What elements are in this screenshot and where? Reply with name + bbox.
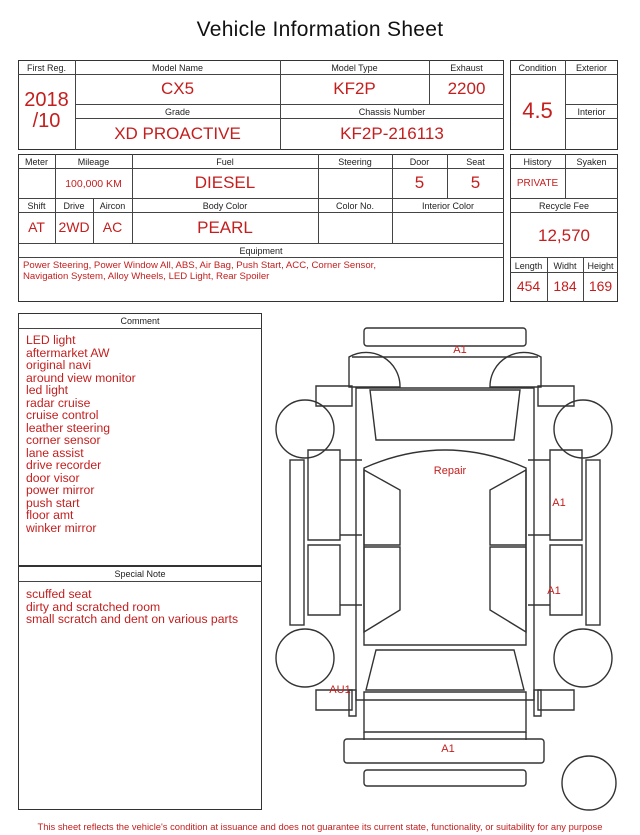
model-name-label: Model Name <box>151 63 204 73</box>
special-note-list <box>26 588 238 626</box>
comment-item: door visor <box>26 470 80 485</box>
right-front-window-part <box>490 470 526 545</box>
model-type-value: KF2P <box>333 79 376 98</box>
left-sill-part <box>290 460 304 625</box>
comment-item: radar cruise <box>26 395 91 410</box>
exterior-label: Exterior <box>575 63 607 73</box>
left-front-wheel-part <box>276 400 334 458</box>
left-rear-wheel-part <box>276 629 334 687</box>
model-type-label: Model Type <box>331 63 378 73</box>
comment-label: Comment <box>120 316 160 326</box>
comment-list <box>26 334 136 534</box>
comment-item: drive recorder <box>26 458 102 472</box>
special-note-item: scuffed seat <box>26 587 92 601</box>
comment-item: power mirror <box>26 483 95 497</box>
comment-item: LED light <box>26 333 76 347</box>
comment-item: aftermarket AW <box>26 345 110 360</box>
comment-item: winker mirror <box>26 520 97 535</box>
trunk-part <box>364 692 526 732</box>
comment-item: around view monitor <box>26 370 136 385</box>
first-reg-label: First Reg. <box>26 63 66 73</box>
grade-label: Grade <box>164 107 190 117</box>
special-note-label: Special Note <box>114 569 166 579</box>
body-color-value: PEARL <box>197 218 253 237</box>
left-rear-side-part <box>308 545 340 615</box>
door-value: 5 <box>414 173 425 192</box>
windshield-part <box>370 390 520 440</box>
right-rear-fender-part <box>534 690 541 716</box>
fuel-value: DIESEL <box>194 173 256 192</box>
fuel-label: Fuel <box>216 157 234 167</box>
special-note-item: dirty and scratched room <box>26 599 161 614</box>
color-no-label: Color No. <box>335 201 374 211</box>
special-note-item: small scratch and dent on various parts <box>26 612 239 627</box>
comment-item: original navi <box>26 358 92 372</box>
condition-value: 4.5 <box>522 98 553 123</box>
damage-mark-left-rear-quarter: AU1 <box>329 684 351 696</box>
comment-item: floor amt <box>26 508 74 522</box>
damage-mark-right-front-door: A1 <box>552 497 566 509</box>
comment-item: leather steering <box>26 420 111 435</box>
body-outline-part <box>356 388 534 700</box>
equipment-text: Power Steering, Power Window All, ABS, Air Bag, Push Start, ACC, Corner Sensor, Navigation System, Alloy Wheels, LED Light, Rear Spoiler <box>23 260 376 282</box>
syaken-label: Syaken <box>576 157 607 167</box>
rear-window-part <box>366 650 524 690</box>
spare-wheel-part <box>562 756 616 810</box>
exhaust-value: 2200 <box>447 79 486 98</box>
left-front-window-part <box>364 470 400 545</box>
comment-item: cruise control <box>26 408 99 422</box>
right-front-wheel-part <box>554 400 612 458</box>
right-rear-wheel-part <box>554 629 612 687</box>
rear-strip-part <box>364 770 526 786</box>
meter-label: Meter <box>24 157 48 167</box>
interior-color-label: Interior Color <box>421 201 475 211</box>
model-name-value: CX5 <box>160 79 195 98</box>
left-front-fender-part <box>349 352 400 387</box>
damage-mark-rear: A1 <box>441 743 455 755</box>
right-front-fender-part <box>490 352 541 387</box>
condition-label: Condition <box>518 63 557 73</box>
comment-item: led light <box>26 383 69 397</box>
left-rear-window-part <box>364 547 400 632</box>
left-mirror-part <box>316 386 352 406</box>
first-reg-month-value: /10 <box>32 110 61 132</box>
recycle-fee-value: 12,570 <box>538 226 590 245</box>
right-rear-side-part <box>550 545 582 615</box>
damage-mark-roof: Repair <box>433 465 467 477</box>
damage-mark-front: A1 <box>453 344 467 356</box>
recycle-fee-label: Recycle Fee <box>538 201 590 211</box>
sheet-title: Vehicle Information Sheet <box>196 18 444 41</box>
chassis-number-label: Chassis Number <box>358 107 426 117</box>
length-label: Length <box>514 261 543 271</box>
drive-value: 2WD <box>58 219 90 235</box>
width-value: 184 <box>553 278 577 294</box>
history-label: History <box>523 157 552 167</box>
exhaust-label: Exhaust <box>450 63 483 73</box>
history-value: PRIVATE <box>516 178 559 189</box>
right-front-side-part <box>550 450 582 540</box>
shift-label: Shift <box>27 201 46 211</box>
hood-part <box>352 357 538 387</box>
mileage-value: 100,000 KM <box>65 178 122 190</box>
length-value: 454 <box>516 278 541 294</box>
damage-mark-right-rear-door: A1 <box>547 585 561 597</box>
shift-value: AT <box>28 219 45 235</box>
aircon-label: Aircon <box>99 201 126 211</box>
drive-label: Drive <box>63 201 85 211</box>
roof-part <box>364 450 526 645</box>
right-rear-window-part <box>490 547 526 632</box>
height-value: 169 <box>588 278 613 294</box>
equipment-label: Equipment <box>239 246 283 256</box>
chassis-number-value: KF2P-216113 <box>340 124 444 143</box>
comment-item: lane assist <box>26 445 84 460</box>
right-mirror-part <box>538 386 574 406</box>
disclaimer-footer: This sheet reflects the vehicle's condition at issuance and does not guarantee its current state, functionality, or suitability for any purpose <box>37 821 603 832</box>
right-sill-part <box>586 460 600 625</box>
seat-value: 5 <box>470 173 481 192</box>
mileage-label: Mileage <box>77 157 110 167</box>
comment-item: push start <box>26 495 80 510</box>
width-label: Widht <box>553 261 577 271</box>
body-color-label: Body Color <box>202 201 248 211</box>
grade-value: XD PROACTIVE <box>114 124 241 143</box>
steering-label: Steering <box>338 157 372 167</box>
left-front-side-part <box>308 450 340 540</box>
interior-label: Interior <box>577 107 606 117</box>
comment-item: corner sensor <box>26 433 101 447</box>
right-quarter-part <box>538 690 574 710</box>
seat-label: Seat <box>466 157 485 167</box>
height-label: Height <box>587 261 614 271</box>
door-label: Door <box>409 157 430 167</box>
aircon-value: AC <box>102 219 123 235</box>
first-reg-year-value: 2018 <box>24 89 69 111</box>
